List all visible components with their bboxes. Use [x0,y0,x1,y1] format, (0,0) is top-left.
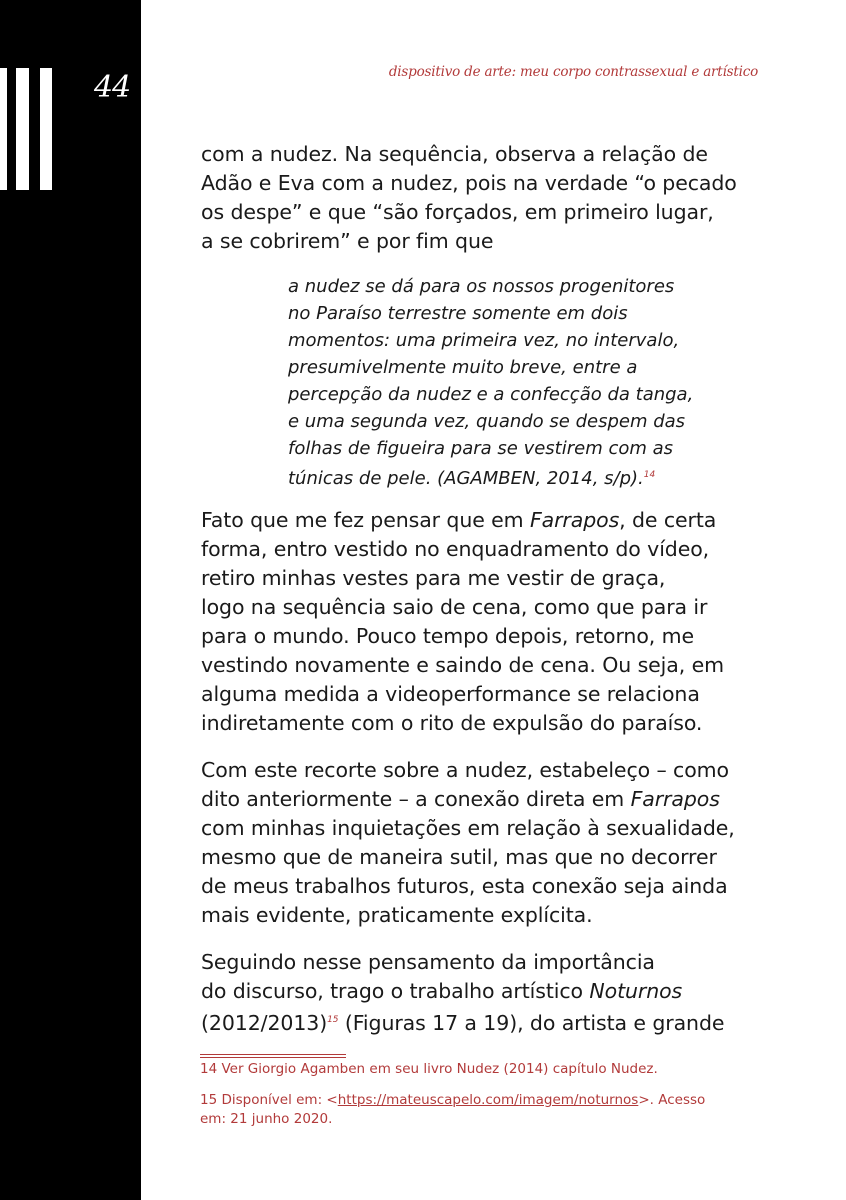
footnote-14: 14 Ver Giorgio Agamben em seu livro Nudez (2014) capítulo Nudez. [200,1061,658,1077]
italic-title: Farrapos [529,508,620,532]
block-quote [288,273,748,492]
page-number: 44 [94,70,131,105]
text-line: os despe” e que “são forçados, em primeiro lugar, [201,200,714,224]
footnote-text: em: 21 junho 2020. [200,1111,333,1127]
decorative-stripe [0,68,7,190]
text-line: com a nudez. Na sequência, observa a relação de [201,142,708,166]
footnote-ref-15[interactable]: 15 [327,1015,339,1025]
quote-line: a nudez se dá para os nossos progenitores [288,276,675,297]
text-line: dito anteriormente – a conexão direta em [201,787,631,811]
text-line: mais evidente, praticamente explícita. [201,903,593,927]
text-line: com minhas inquietações em relação à sexualidade, [201,816,735,840]
text-line: , de certa [619,508,717,532]
footnote-ref-14[interactable]: 14 [643,470,656,480]
quote-line: folhas de figueira para se vestirem com as [288,438,674,459]
text-line: Seguindo nesse pensamento da importância [201,950,655,974]
left-margin-bar [0,0,141,1200]
decorative-stripe [40,68,52,190]
quote-line: túnicas de pele. (AGAMBEN, 2014, s/p). [288,468,644,489]
footnote-15 [200,1091,760,1129]
text-line: retiro minhas vestes para me vestir de graça, [201,566,666,590]
text-line: vestindo novamente e saindo de cena. Ou seja, em [201,653,724,677]
text-line: mesmo que de maneira sutil, mas que no decorrer [201,845,717,869]
text-line: Fato que me fez pensar que em [201,508,530,532]
quote-line: presumivelmente muito breve, entre a [288,357,638,378]
footnote-link[interactable]: https://mateuscapelo.com/imagem/noturnos [337,1092,639,1108]
decorative-stripe [16,68,29,190]
text-line: alguma medida a videoperformance se relaciona [201,682,700,706]
text-line: Com este recorte sobre a nudez, estabeleço – como [201,758,729,782]
paragraph [201,506,771,738]
text-line: a se cobrirem” e por fim que [201,229,494,253]
paragraph [201,140,771,256]
text-line: (2012/2013) [201,1010,328,1035]
text-line: do discurso, trago o trabalho artístico [201,979,590,1003]
text-line: de meus trabalhos futuros, esta conexão seja ainda [201,874,728,898]
text-line: para o mundo. Pouco tempo depois, retorno, me [201,624,694,648]
quote-line: momentos: uma primeira vez, no intervalo, [288,330,680,351]
text-line: Adão e Eva com a nudez, pois na verdade “o pecado [201,171,737,195]
text-line: forma, entro vestido no enquadramento do vídeo, [201,537,710,561]
main-text-continued [201,506,771,1038]
italic-title: Noturnos [589,979,683,1003]
main-text [201,140,771,256]
footnotes [200,1060,760,1129]
paragraph [201,948,771,1038]
footnote-text: 15 Disponível em: < [200,1092,338,1108]
text-line: (Figuras 17 a 19), do artista e grande [338,1010,725,1035]
quote-line: percepção da nudez e a confecção da tanga, [288,384,694,405]
footnote-divider [200,1054,346,1058]
footnote-text: >. Acesso [638,1092,706,1108]
text-line: logo na sequência saio de cena, como que para ir [201,595,708,619]
quote-line: e uma segunda vez, quando se despem das [288,411,686,432]
paragraph [201,756,771,930]
running-header: dispositivo de arte: meu corpo contrassexual e artístico [388,64,758,80]
quote-line: no Paraíso terrestre somente em dois [288,303,628,324]
italic-title: Farrapos [630,787,720,811]
text-line: indiretamente com o rito de expulsão do paraíso. [201,711,703,735]
